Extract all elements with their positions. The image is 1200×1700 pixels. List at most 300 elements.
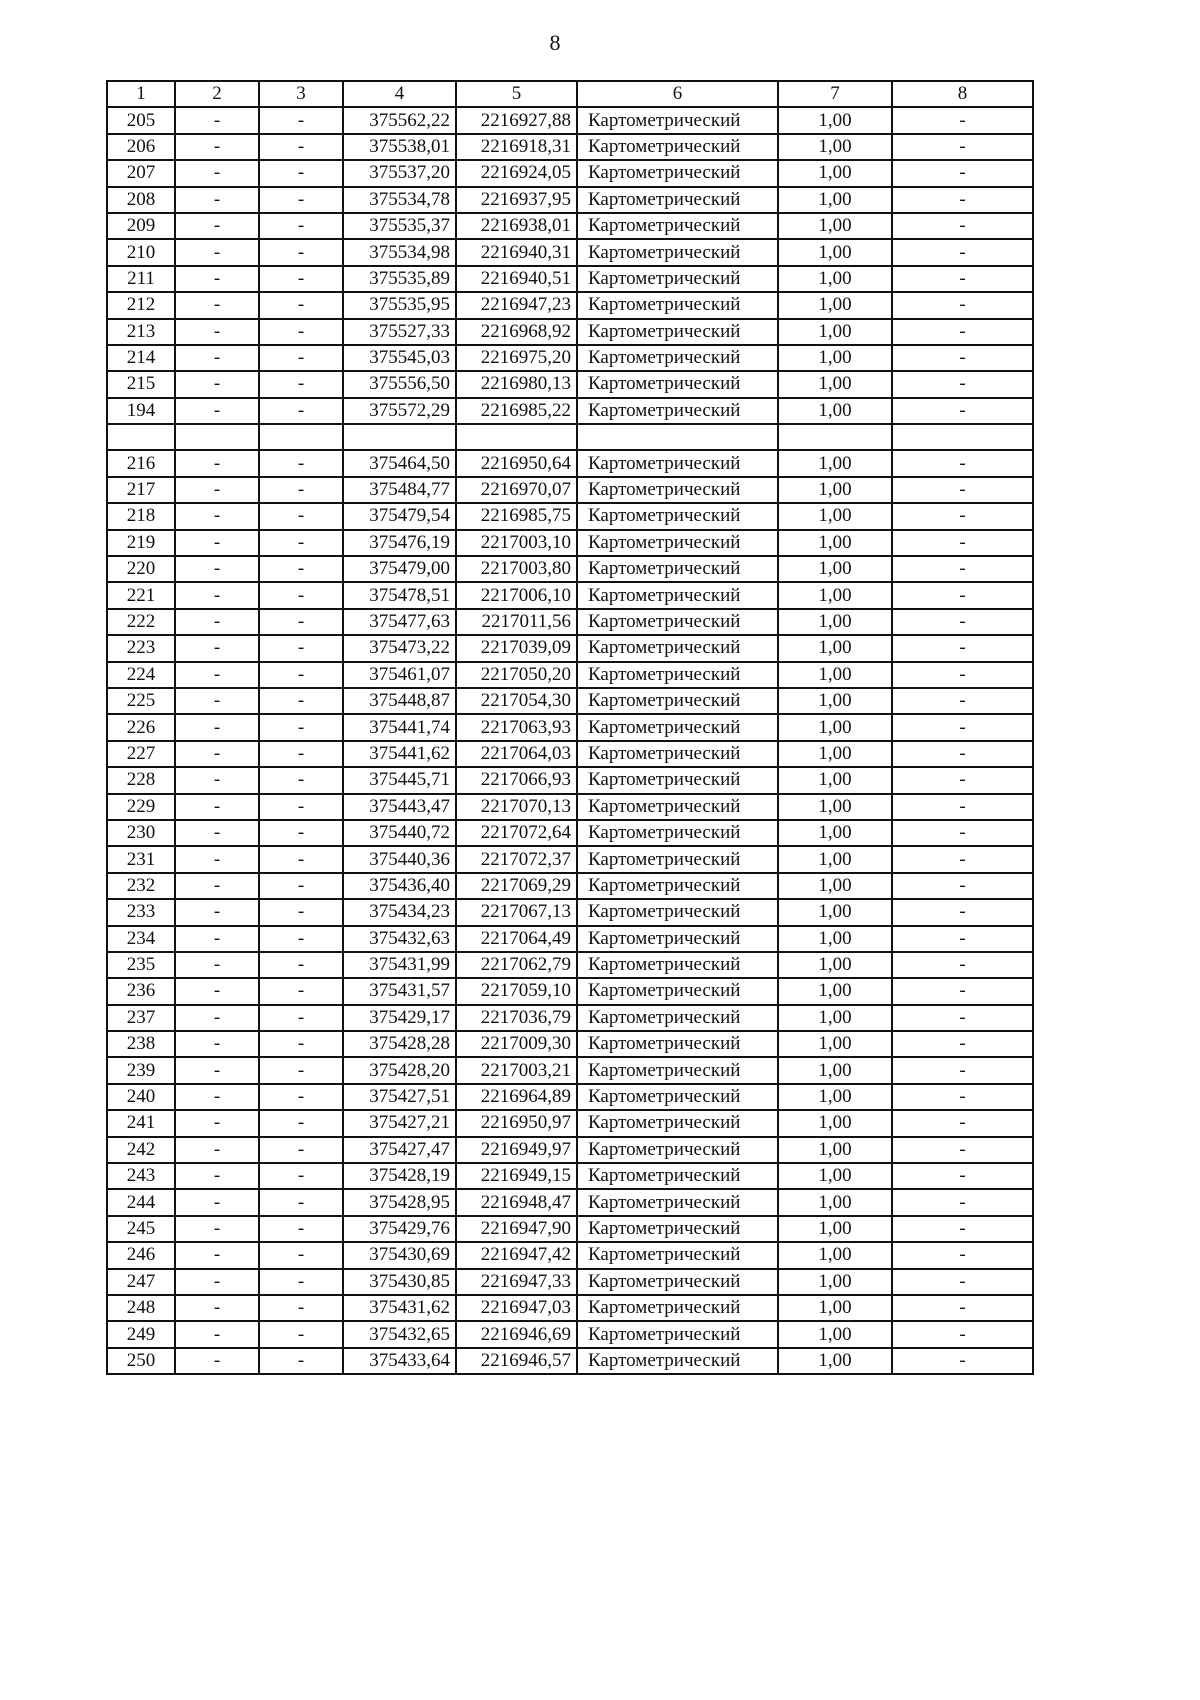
method-cell: Картометрический xyxy=(577,899,778,925)
table-row xyxy=(107,926,1033,952)
precision-cell: 1,00 xyxy=(778,1348,892,1374)
cell: - xyxy=(259,556,343,582)
y-coordinate-cell: 2217072,37 xyxy=(456,846,577,872)
table-row xyxy=(107,846,1033,872)
cell: - xyxy=(175,477,259,503)
precision-cell: 1,00 xyxy=(778,899,892,925)
cell: - xyxy=(892,1057,1033,1083)
cell xyxy=(175,424,259,450)
point-number-cell: 240 xyxy=(107,1084,175,1110)
table-row xyxy=(107,741,1033,767)
cell: - xyxy=(175,134,259,160)
cell: - xyxy=(892,926,1033,952)
table-body xyxy=(107,107,1033,1374)
y-coordinate-cell: 2216950,64 xyxy=(456,450,577,476)
cell: - xyxy=(175,1163,259,1189)
precision-cell: 1,00 xyxy=(778,714,892,740)
point-number-cell: 215 xyxy=(107,371,175,397)
method-cell: Картометрический xyxy=(577,1295,778,1321)
point-number-cell: 233 xyxy=(107,899,175,925)
x-coordinate-cell: 375441,62 xyxy=(343,741,456,767)
cell: - xyxy=(175,1031,259,1057)
table-row xyxy=(107,398,1033,424)
method-cell: Картометрический xyxy=(577,1189,778,1215)
x-coordinate-cell: 375535,89 xyxy=(343,266,456,292)
cell: - xyxy=(175,1295,259,1321)
y-coordinate-cell: 2216985,75 xyxy=(456,503,577,529)
y-coordinate-cell: 2216968,92 xyxy=(456,319,577,345)
y-coordinate-cell: 2216949,97 xyxy=(456,1137,577,1163)
x-coordinate-cell: 375477,63 xyxy=(343,609,456,635)
precision-cell: 1,00 xyxy=(778,107,892,133)
y-coordinate-cell: 2216938,01 xyxy=(456,213,577,239)
cell: - xyxy=(175,1057,259,1083)
y-coordinate-cell: 2217062,79 xyxy=(456,952,577,978)
point-number-cell: 226 xyxy=(107,714,175,740)
cell: - xyxy=(892,952,1033,978)
precision-cell: 1,00 xyxy=(778,319,892,345)
cell: - xyxy=(892,107,1033,133)
x-coordinate-cell: 375427,51 xyxy=(343,1084,456,1110)
cell: - xyxy=(259,1110,343,1136)
table-row xyxy=(107,1031,1033,1057)
cell: - xyxy=(259,952,343,978)
precision-cell: 1,00 xyxy=(778,239,892,265)
cell: - xyxy=(259,107,343,133)
table-row xyxy=(107,266,1033,292)
table-row xyxy=(107,582,1033,608)
y-coordinate-cell: 2216975,20 xyxy=(456,345,577,371)
cell: - xyxy=(175,160,259,186)
x-coordinate-cell: 375537,20 xyxy=(343,160,456,186)
cell: - xyxy=(892,1137,1033,1163)
y-coordinate-cell: 2216946,57 xyxy=(456,1348,577,1374)
x-coordinate-cell: 375440,36 xyxy=(343,846,456,872)
cell: - xyxy=(259,741,343,767)
y-coordinate-cell: 2216970,07 xyxy=(456,477,577,503)
cell: - xyxy=(892,134,1033,160)
y-coordinate-cell: 2217036,79 xyxy=(456,1005,577,1031)
cell: - xyxy=(259,688,343,714)
cell: - xyxy=(175,926,259,952)
point-number-cell: 208 xyxy=(107,187,175,213)
cell: - xyxy=(175,952,259,978)
point-number-cell: 217 xyxy=(107,477,175,503)
cell: - xyxy=(175,345,259,371)
cell: - xyxy=(892,899,1033,925)
y-coordinate-cell: 2217039,09 xyxy=(456,635,577,661)
y-coordinate-cell: 2216950,97 xyxy=(456,1110,577,1136)
table-row xyxy=(107,820,1033,846)
cell: - xyxy=(259,319,343,345)
y-coordinate-cell: 2217003,10 xyxy=(456,530,577,556)
point-number-cell: 221 xyxy=(107,582,175,608)
y-coordinate-cell: 2217067,13 xyxy=(456,899,577,925)
cell: - xyxy=(892,820,1033,846)
x-coordinate-cell: 375431,57 xyxy=(343,978,456,1004)
precision-cell: 1,00 xyxy=(778,794,892,820)
table-row xyxy=(107,609,1033,635)
cell: - xyxy=(892,1005,1033,1031)
cell: - xyxy=(175,1005,259,1031)
table-row xyxy=(107,978,1033,1004)
table-row xyxy=(107,556,1033,582)
method-cell: Картометрический xyxy=(577,846,778,872)
cell: - xyxy=(175,978,259,1004)
method-cell: Картометрический xyxy=(577,1216,778,1242)
point-number-cell: 209 xyxy=(107,213,175,239)
cell: - xyxy=(259,398,343,424)
point-number-cell: 214 xyxy=(107,345,175,371)
method-cell: Картометрический xyxy=(577,450,778,476)
cell: - xyxy=(892,345,1033,371)
cell: - xyxy=(259,213,343,239)
method-cell: Картометрический xyxy=(577,873,778,899)
cell: - xyxy=(259,450,343,476)
precision-cell: 1,00 xyxy=(778,767,892,793)
cell: - xyxy=(175,688,259,714)
point-number-cell: 227 xyxy=(107,741,175,767)
cell: - xyxy=(259,873,343,899)
x-coordinate-cell: 375478,51 xyxy=(343,582,456,608)
table-row xyxy=(107,1189,1033,1215)
table-row xyxy=(107,1216,1033,1242)
table-row xyxy=(107,767,1033,793)
method-cell: Картометрический xyxy=(577,609,778,635)
cell: - xyxy=(892,662,1033,688)
cell: - xyxy=(259,134,343,160)
precision-cell: 1,00 xyxy=(778,556,892,582)
cell: - xyxy=(259,820,343,846)
table-row xyxy=(107,424,1033,450)
x-coordinate-cell: 375556,50 xyxy=(343,371,456,397)
cell: - xyxy=(259,187,343,213)
cell: - xyxy=(259,1216,343,1242)
table-row xyxy=(107,319,1033,345)
x-coordinate-cell: 375545,03 xyxy=(343,345,456,371)
cell: - xyxy=(892,794,1033,820)
method-cell: Картометрический xyxy=(577,952,778,978)
method-cell xyxy=(577,424,778,450)
cell: - xyxy=(175,635,259,661)
y-coordinate-cell: 2216927,88 xyxy=(456,107,577,133)
y-coordinate-cell xyxy=(456,424,577,450)
table-row xyxy=(107,477,1033,503)
y-coordinate-cell: 2216949,15 xyxy=(456,1163,577,1189)
x-coordinate-cell: 375436,40 xyxy=(343,873,456,899)
cell: - xyxy=(259,1348,343,1374)
x-coordinate-cell: 375428,19 xyxy=(343,1163,456,1189)
x-coordinate-cell: 375430,69 xyxy=(343,1242,456,1268)
cell: - xyxy=(259,582,343,608)
x-coordinate-cell: 375429,17 xyxy=(343,1005,456,1031)
precision-cell: 1,00 xyxy=(778,1057,892,1083)
precision-cell: 1,00 xyxy=(778,1084,892,1110)
method-cell: Картометрический xyxy=(577,107,778,133)
precision-cell: 1,00 xyxy=(778,1137,892,1163)
point-number-cell: 194 xyxy=(107,398,175,424)
precision-cell: 1,00 xyxy=(778,1216,892,1242)
method-cell: Картометрический xyxy=(577,266,778,292)
point-number-cell: 241 xyxy=(107,1110,175,1136)
point-number-cell: 235 xyxy=(107,952,175,978)
point-number-cell: 239 xyxy=(107,1057,175,1083)
x-coordinate-cell: 375479,54 xyxy=(343,503,456,529)
y-coordinate-cell: 2217006,10 xyxy=(456,582,577,608)
cell: - xyxy=(892,160,1033,186)
precision-cell: 1,00 xyxy=(778,1189,892,1215)
method-cell: Картометрический xyxy=(577,187,778,213)
method-cell: Картометрический xyxy=(577,688,778,714)
point-number-cell: 234 xyxy=(107,926,175,952)
method-cell: Картометрический xyxy=(577,741,778,767)
table-row xyxy=(107,1137,1033,1163)
table-row xyxy=(107,688,1033,714)
precision-cell: 1,00 xyxy=(778,582,892,608)
cell: - xyxy=(175,1348,259,1374)
cell: - xyxy=(892,556,1033,582)
y-coordinate-cell: 2216964,89 xyxy=(456,1084,577,1110)
x-coordinate-cell: 375538,01 xyxy=(343,134,456,160)
x-coordinate-cell: 375527,33 xyxy=(343,319,456,345)
precision-cell: 1,00 xyxy=(778,952,892,978)
cell: - xyxy=(175,556,259,582)
point-number-cell: 230 xyxy=(107,820,175,846)
cell: - xyxy=(892,1348,1033,1374)
method-cell: Картометрический xyxy=(577,398,778,424)
cell: - xyxy=(892,1216,1033,1242)
table-row xyxy=(107,1005,1033,1031)
y-coordinate-cell: 2216918,31 xyxy=(456,134,577,160)
cell: - xyxy=(259,662,343,688)
cell: - xyxy=(259,477,343,503)
precision-cell: 1,00 xyxy=(778,1005,892,1031)
column-header: 6 xyxy=(577,81,778,107)
cell: - xyxy=(175,1269,259,1295)
table-row xyxy=(107,292,1033,318)
table-row xyxy=(107,239,1033,265)
table-row xyxy=(107,952,1033,978)
cell: - xyxy=(892,1163,1033,1189)
point-number-cell: 224 xyxy=(107,662,175,688)
precision-cell: 1,00 xyxy=(778,450,892,476)
cell: - xyxy=(259,635,343,661)
cell: - xyxy=(175,1321,259,1347)
y-coordinate-cell: 2217066,93 xyxy=(456,767,577,793)
point-number-cell: 223 xyxy=(107,635,175,661)
x-coordinate-cell: 375473,22 xyxy=(343,635,456,661)
point-number-cell: 248 xyxy=(107,1295,175,1321)
y-coordinate-cell: 2216948,47 xyxy=(456,1189,577,1215)
precision-cell: 1,00 xyxy=(778,1163,892,1189)
cell: - xyxy=(892,714,1033,740)
cell: - xyxy=(175,530,259,556)
method-cell: Картометрический xyxy=(577,1137,778,1163)
cell: - xyxy=(259,1269,343,1295)
cell: - xyxy=(259,371,343,397)
cell: - xyxy=(259,1031,343,1057)
method-cell: Картометрический xyxy=(577,1110,778,1136)
precision-cell: 1,00 xyxy=(778,978,892,1004)
y-coordinate-cell: 2217064,49 xyxy=(456,926,577,952)
point-number-cell: 245 xyxy=(107,1216,175,1242)
y-coordinate-cell: 2216947,90 xyxy=(456,1216,577,1242)
point-number-cell: 207 xyxy=(107,160,175,186)
method-cell: Картометрический xyxy=(577,1242,778,1268)
table-row xyxy=(107,187,1033,213)
y-coordinate-cell: 2217072,64 xyxy=(456,820,577,846)
precision-cell: 1,00 xyxy=(778,371,892,397)
point-number-cell: 216 xyxy=(107,450,175,476)
method-cell: Картометрический xyxy=(577,1084,778,1110)
method-cell: Картометрический xyxy=(577,1269,778,1295)
cell: - xyxy=(892,1031,1033,1057)
cell: - xyxy=(892,213,1033,239)
y-coordinate-cell: 2216940,31 xyxy=(456,239,577,265)
cell: - xyxy=(892,978,1033,1004)
cell: - xyxy=(175,662,259,688)
cell: - xyxy=(259,1295,343,1321)
point-number-cell: 220 xyxy=(107,556,175,582)
method-cell: Картометрический xyxy=(577,371,778,397)
precision-cell: 1,00 xyxy=(778,134,892,160)
cell: - xyxy=(259,1163,343,1189)
cell xyxy=(259,424,343,450)
table-row xyxy=(107,1242,1033,1268)
table-row xyxy=(107,213,1033,239)
x-coordinate-cell: 375562,22 xyxy=(343,107,456,133)
cell xyxy=(892,424,1033,450)
cell: - xyxy=(892,609,1033,635)
cell: - xyxy=(175,846,259,872)
table-row xyxy=(107,450,1033,476)
cell: - xyxy=(892,1269,1033,1295)
precision-cell: 1,00 xyxy=(778,1031,892,1057)
cell: - xyxy=(175,820,259,846)
x-coordinate-cell: 375432,65 xyxy=(343,1321,456,1347)
x-coordinate-cell: 375427,21 xyxy=(343,1110,456,1136)
cell: - xyxy=(892,688,1033,714)
y-coordinate-cell: 2216947,23 xyxy=(456,292,577,318)
method-cell: Картометрический xyxy=(577,1031,778,1057)
point-number-cell: 222 xyxy=(107,609,175,635)
cell: - xyxy=(259,1189,343,1215)
y-coordinate-cell: 2217003,80 xyxy=(456,556,577,582)
table-row xyxy=(107,794,1033,820)
method-cell: Картометрический xyxy=(577,1057,778,1083)
point-number-cell: 229 xyxy=(107,794,175,820)
precision-cell: 1,00 xyxy=(778,873,892,899)
method-cell: Картометрический xyxy=(577,1321,778,1347)
precision-cell: 1,00 xyxy=(778,1321,892,1347)
cell: - xyxy=(175,899,259,925)
cell: - xyxy=(259,846,343,872)
cell: - xyxy=(175,503,259,529)
precision-cell: 1,00 xyxy=(778,846,892,872)
column-header: 4 xyxy=(343,81,456,107)
page-number: 8 xyxy=(549,30,561,55)
table-row xyxy=(107,662,1033,688)
y-coordinate-cell: 2216937,95 xyxy=(456,187,577,213)
precision-cell: 1,00 xyxy=(778,503,892,529)
cell: - xyxy=(175,319,259,345)
cell: - xyxy=(175,450,259,476)
point-number-cell xyxy=(107,424,175,450)
cell: - xyxy=(259,1242,343,1268)
method-cell: Картометрический xyxy=(577,213,778,239)
y-coordinate-cell: 2217063,93 xyxy=(456,714,577,740)
point-number-cell: 212 xyxy=(107,292,175,318)
point-number-cell: 231 xyxy=(107,846,175,872)
precision-cell: 1,00 xyxy=(778,213,892,239)
y-coordinate-cell: 2217009,30 xyxy=(456,1031,577,1057)
cell: - xyxy=(892,1321,1033,1347)
column-header: 1 xyxy=(107,81,175,107)
table-row xyxy=(107,1321,1033,1347)
x-coordinate-cell: 375443,47 xyxy=(343,794,456,820)
y-coordinate-cell: 2217069,29 xyxy=(456,873,577,899)
cell: - xyxy=(175,873,259,899)
cell: - xyxy=(892,1189,1033,1215)
y-coordinate-cell: 2217070,13 xyxy=(456,794,577,820)
precision-cell: 1,00 xyxy=(778,635,892,661)
x-coordinate-cell: 375440,72 xyxy=(343,820,456,846)
table-row xyxy=(107,899,1033,925)
y-coordinate-cell: 2217059,10 xyxy=(456,978,577,1004)
point-number-cell: 211 xyxy=(107,266,175,292)
y-coordinate-cell: 2216947,33 xyxy=(456,1269,577,1295)
x-coordinate-cell: 375535,37 xyxy=(343,213,456,239)
cell: - xyxy=(175,292,259,318)
precision-cell: 1,00 xyxy=(778,398,892,424)
method-cell: Картометрический xyxy=(577,319,778,345)
point-number-cell: 250 xyxy=(107,1348,175,1374)
cell: - xyxy=(175,582,259,608)
y-coordinate-cell: 2216946,69 xyxy=(456,1321,577,1347)
x-coordinate-cell: 375428,20 xyxy=(343,1057,456,1083)
cell: - xyxy=(259,1084,343,1110)
x-coordinate-cell: 375428,95 xyxy=(343,1189,456,1215)
cell: - xyxy=(892,1295,1033,1321)
cell: - xyxy=(175,767,259,793)
cell: - xyxy=(175,609,259,635)
y-coordinate-cell: 2216980,13 xyxy=(456,371,577,397)
cell: - xyxy=(259,160,343,186)
point-number-cell: 228 xyxy=(107,767,175,793)
point-number-cell: 236 xyxy=(107,978,175,1004)
point-number-cell: 246 xyxy=(107,1242,175,1268)
x-coordinate-cell: 375428,28 xyxy=(343,1031,456,1057)
table-row xyxy=(107,503,1033,529)
cell: - xyxy=(175,741,259,767)
precision-cell: 1,00 xyxy=(778,1242,892,1268)
table-row xyxy=(107,714,1033,740)
method-cell: Картометрический xyxy=(577,160,778,186)
cell: - xyxy=(259,530,343,556)
column-header: 8 xyxy=(892,81,1033,107)
table-header-row xyxy=(107,81,1033,107)
method-cell: Картометрический xyxy=(577,345,778,371)
cell: - xyxy=(259,926,343,952)
point-number-cell: 243 xyxy=(107,1163,175,1189)
point-number-cell: 225 xyxy=(107,688,175,714)
precision-cell: 1,00 xyxy=(778,292,892,318)
method-cell: Картометрический xyxy=(577,556,778,582)
point-number-cell: 232 xyxy=(107,873,175,899)
cell: - xyxy=(892,398,1033,424)
cell: - xyxy=(175,371,259,397)
method-cell: Картометрический xyxy=(577,1163,778,1189)
